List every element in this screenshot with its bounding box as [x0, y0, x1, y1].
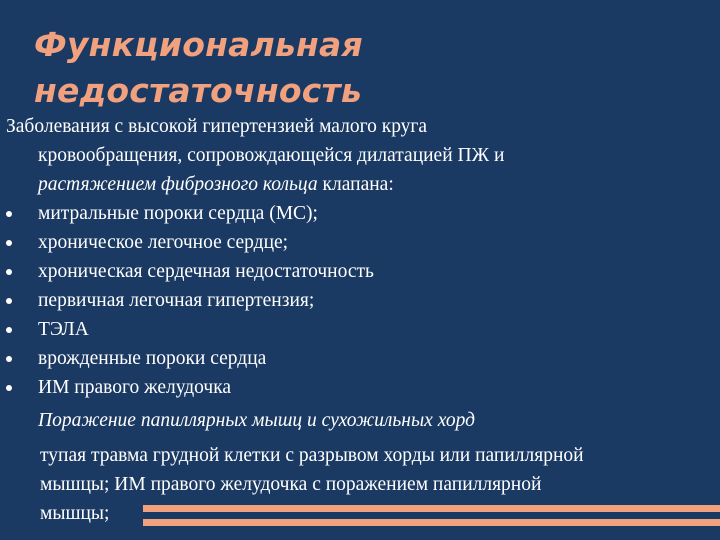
- bullet-dot-icon: [6, 385, 12, 391]
- trailing-line-3: мышцы;: [40, 503, 110, 524]
- list-item-text: ИМ правого желудочка: [38, 377, 232, 398]
- list-item: [6, 315, 716, 344]
- bullet-dot-icon: [6, 356, 12, 362]
- accent-bar-top: [143, 505, 720, 512]
- list-item: [6, 228, 716, 257]
- bullet-dot-icon: [6, 211, 12, 217]
- slide-body: [6, 112, 716, 528]
- subheading: Поражение папиллярных мышц и сухожильных хорд: [38, 410, 475, 431]
- bullet-dot-icon: [6, 327, 12, 333]
- intro-line-3-italic: растяжением фиброзного кольца: [38, 174, 318, 195]
- trailing-line-2: мышцы; ИМ правого желудочка с поражением папиллярной: [40, 474, 542, 495]
- list-item-text: ТЭЛА: [38, 319, 89, 340]
- list-item-text: хроническая сердечная недостаточность: [38, 261, 374, 282]
- list-item-text: хроническое легочное сердце;: [38, 232, 289, 253]
- list-item: [6, 344, 716, 373]
- list-item-text: первичная легочная гипертензия;: [38, 290, 315, 311]
- slide-title: [34, 22, 363, 114]
- list-item: [6, 286, 716, 315]
- trailing-paragraph: [38, 441, 716, 528]
- list-item-text: врожденные пороки сердца: [38, 348, 267, 369]
- accent-bar-bottom: [143, 519, 720, 526]
- list-item: [6, 199, 716, 228]
- trailing-line-1: тупая травма грудной клетки с разрывом хорды или папиллярной: [40, 445, 584, 466]
- intro-paragraph: [6, 112, 716, 199]
- list-item-text: митральные пороки сердца (МС);: [38, 203, 318, 224]
- bullet-dot-icon: [6, 269, 12, 275]
- intro-line-2: кровообращения, сопровождающейся дилатацией ПЖ и: [38, 145, 505, 166]
- intro-line-1: Заболевания с высокой гипертензией малого круга: [6, 116, 428, 137]
- list-item: [6, 373, 716, 402]
- title-line-1: Функциональная: [34, 25, 363, 64]
- title-line-2: недостаточность: [34, 71, 362, 110]
- list-item: [6, 257, 716, 286]
- causes-list: [6, 199, 716, 402]
- intro-line-3-tail: клапана:: [317, 174, 394, 195]
- bullet-dot-icon: [6, 298, 12, 304]
- bullet-dot-icon: [6, 240, 12, 246]
